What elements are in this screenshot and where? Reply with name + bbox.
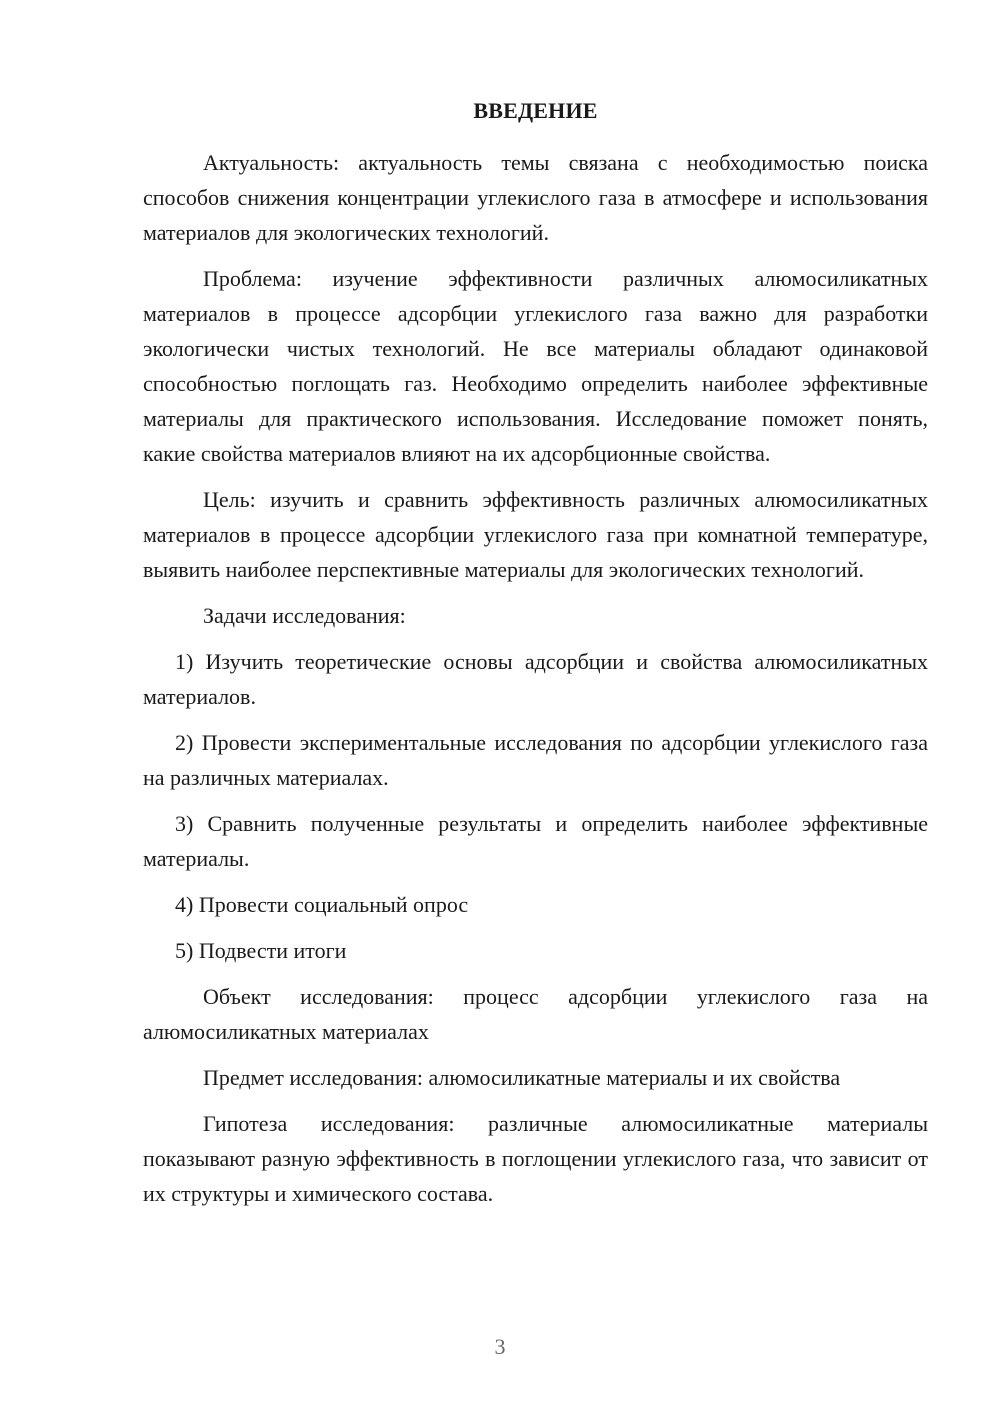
goal-paragraph: Цель: изучить и сравнить эффективность различных алюмосиликатных материалов в процессе адсорбции углекислого газа при комнатной температуре, выявить наиболее перспективные материалы для экологических технологий. (143, 487, 928, 582)
page-number: 3 (494, 1334, 506, 1359)
object-paragraph: Объект исследования: процесс адсорбции углекислого газа на алюмосиликатных материалах (143, 984, 928, 1044)
hypothesis-paragraph: Гипотеза исследования: различные алюмосиликатные материалы показывают разную эффективность в поглощении углекислого газа, что зависит от их структуры и химического состава. (143, 1111, 928, 1206)
task-item-3: 3) Сравнить полученные результаты и определить наиболее эффективные материалы. (143, 811, 928, 871)
section-title: ВВЕДЕНИЕ (473, 98, 598, 123)
problem-paragraph: Проблема: изучение эффективности различных алюмосиликатных материалов в процессе адсорбции углекислого газа важно для разработки экологически чистых технологий. Не все материалы обладают одинаковой способностью поглощать газ. Необходимо определить наиболее эффективные материалы для практического использования. Исследование поможет понять, какие свойства материалов влияют на их адсорбционные свойства. (143, 266, 928, 466)
subject-paragraph: Предмет исследования: алюмосиликатные материалы и их свойства (203, 1065, 841, 1090)
relevance-paragraph: Актуальность: актуальность темы связана с необходимостью поиска способов снижения концентрации углекислого газа в атмосфере и использования материалов для экологических технологий. (143, 150, 928, 245)
task-item-5: 5) Подвести итоги (175, 938, 347, 963)
task-item-2: 2) Провести экспериментальные исследования по адсорбции углекислого газа на различных материалах. (143, 730, 928, 790)
task-item-4: 4) Провести социальный опрос (175, 892, 469, 917)
document-page (143, 95, 928, 1222)
task-item-1: 1) Изучить теоретические основы адсорбции и свойства алюмосиликатных материалов. (143, 649, 928, 709)
tasks-heading: Задачи исследования: (203, 603, 406, 628)
